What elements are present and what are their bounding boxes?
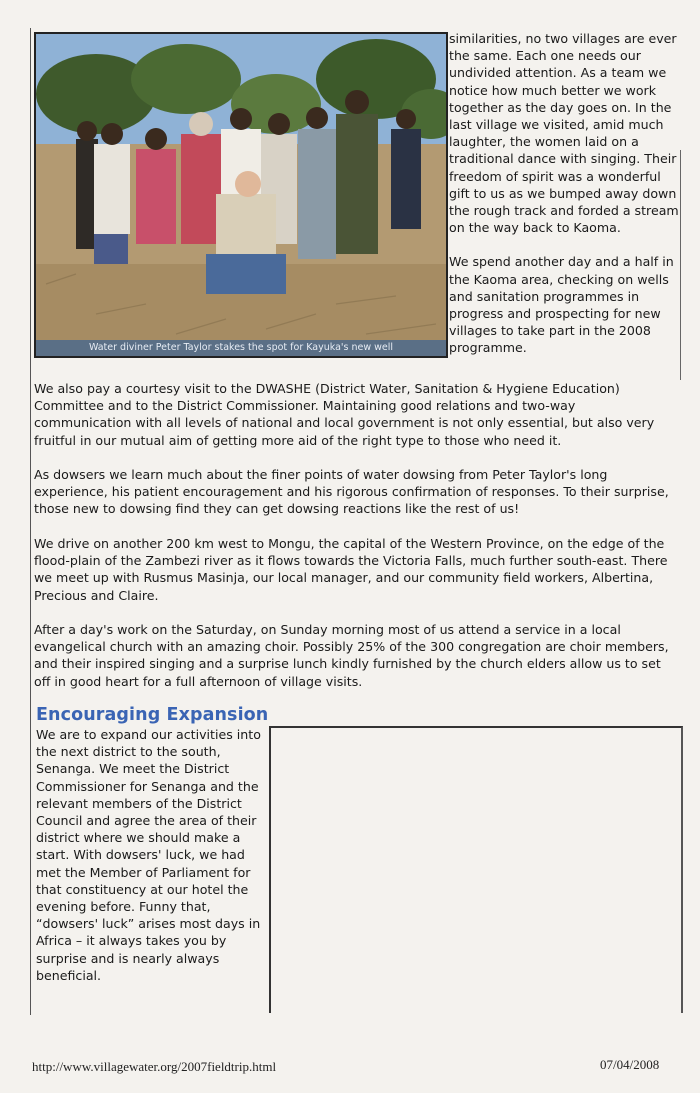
paragraph-similarities: similarities, no two villages are ever the same. Each one needs our undivided attention. As a team we notice how much better we work together as the day goes on. In the last village we visited, amid much laughter, the women laid on a traditional dance with singing. Their freedom of spirit was a wonderful gift to us as we bumped away down the rough track and forded a stream on the way back to Kaoma. (449, 31, 679, 236)
paragraph-kaoma: We spend another day and a half in the Kaoma area, checking on wells and sanitation programmes in progress and prospecting for new villages to take part in the 2008 programme. (449, 254, 674, 356)
paragraph-dowsers-text: As dowsers we learn much about the finer points of water dowsing from Peter Taylor's long experience, his patient encouragement and his rigorous confirmation of responses. To their surprise, those new to dowsing find they can get dowsing reactions like the rest of us! (34, 467, 669, 517)
paragraph-mongu (34, 535, 674, 604)
section-heading: Encouraging Expansion (36, 705, 269, 725)
paragraph-dwashe-text: We also pay a courtesy visit to the DWASHE (District Water, Sanitation & Hygiene Education) Committee and to the District Commissioner. Maintaining good relations and two-way communication with all levels of national and local government is not only essential, but also very fruitful in our mutual aim of getting more aid of the right type to those who need it. (34, 381, 655, 448)
paragraph-church-text: After a day's work on the Saturday, on Sunday morning most of us attend a service in a local evangelical church with an amazing choir. Possibly 25% of the 300 congregation are choir members, and their inspired singing and a surprise lunch kindly furnished by the church elders allow us to set off in good heart for a full afternoon of village visits. (34, 622, 669, 689)
photo-caption: Water diviner Peter Taylor stakes the spot for Kayuka's new well (36, 340, 446, 356)
paragraph-dwashe (34, 380, 674, 449)
paragraph-dowsers (34, 466, 674, 518)
photo-divider (446, 32, 447, 354)
paragraph-mongu-text: We drive on another 200 km west to Mongu, the capital of the Western Province, on the edge of the flood-plain of the Zambezi river as it flows towards the Victoria Falls, much further south-east. There we meet up with Rusmus Masinja, our local manager, and our community field workers, Albertina, Precious and Claire. (34, 536, 668, 603)
footer-date: 07/04/2008 (600, 1057, 660, 1072)
left-column (36, 726, 268, 984)
right-column (449, 30, 681, 374)
photo-illustration (36, 34, 446, 356)
footer-url: http://www.villagewater.org/2007fieldtrip.html (32, 1059, 277, 1074)
group-photo (34, 32, 448, 358)
paragraph-church (34, 621, 674, 690)
paragraph-expansion: We are to expand our activities into the next district to the south, Senanga. We meet the District Commissioner for Senanga and the relevant members of the District Council and agree the area of their district where we should make a start. With dowsers' luck, we had met the Member of Parliament for that constituency at our hotel the evening before. Funny that, “dowsers' luck” arises most days in Africa – it always takes you by surprise and is nearly always beneficial. (36, 727, 261, 983)
empty-image-box (269, 726, 683, 1013)
left-margin-rule (30, 28, 31, 1015)
